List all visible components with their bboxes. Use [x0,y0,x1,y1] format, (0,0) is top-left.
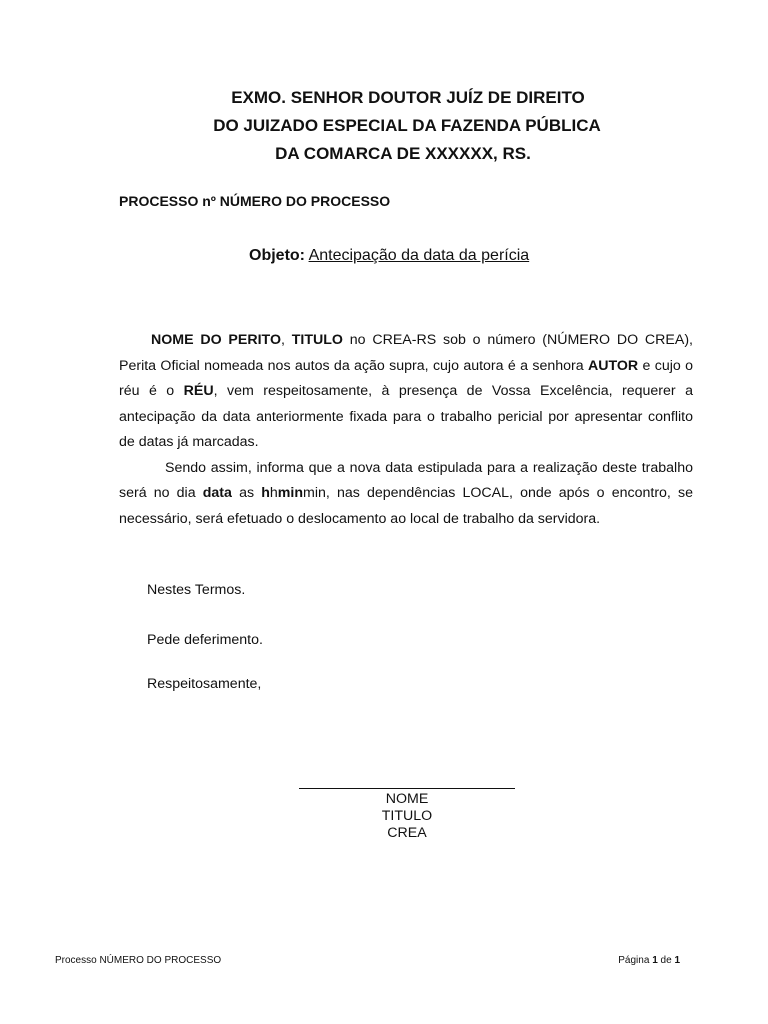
footer-page-current: 1 [652,955,658,966]
signature-line [299,771,515,789]
p2-text-1: Sendo assim, informa que a nova data estipulada para a realização deste trabalho será no dia [119,459,693,501]
process-number: PROCESSO nº NÚMERO DO PROCESSO [119,193,391,209]
perito-name: NOME DO PERITO [151,332,281,348]
signature-title: TITULO [381,808,433,824]
p1-text-1: no CREA-RS sob o número (NÚMERO DO CREA), Perita Oficial nomeada nos autos da ação supra, cujo autora é a senhora [119,332,693,374]
autor-name: AUTOR [587,357,639,374]
closing-deferimento: Pede deferimento. [147,632,263,648]
signature-name: NOME [385,791,429,807]
reu-name: RÉU [183,383,214,399]
p2-text-4: min, nas dependências LOCAL, onde após o encontro, se necessário, será efetuado o deslocamento ao local de trabalho da servidora. [119,485,694,527]
document-header [0,84,768,168]
header-line-2: DO JUIZADO ESPECIAL DA FAZENDA PÚBLICA [213,116,601,135]
header-line-3: DA COMARCA DE XXXXXX, RS. [275,144,531,163]
p2-text-3: h [269,485,278,501]
hour-placeholder: h [261,485,270,501]
footer-page-label: Página [618,955,653,966]
object-line [249,247,529,265]
p1-text-3: , vem respeitosamente, à presença de Vossa Excelência, requerer a antecipação da data anteriormente fixada para o trabalho pericial por apresentar conflito de datas já marcadas. [119,383,693,450]
object-label: Objeto: [249,247,305,264]
minute-placeholder: min [277,485,303,501]
object-value: Antecipação da data da perícia [308,247,530,264]
closing-termos: Nestes Termos. [147,582,246,598]
header-line-1: EXMO. SENHOR DOUTOR JUÍZ DE DIREITO [231,88,585,107]
p1-sep: , [281,332,292,348]
footer-process: Processo NÚMERO DO PROCESSO [55,955,222,966]
body-text [119,328,693,532]
signature-block [299,771,515,842]
footer-page-total: 1 [674,955,680,966]
date-placeholder: data [202,485,232,501]
paragraph-1 [119,328,693,456]
p1-text-2: e cujo o réu é o [119,357,693,399]
signature-crea: CREA [387,825,427,841]
paragraph-2 [119,456,693,533]
perito-title: TITULO [291,332,343,348]
closing-respeitosamente: Respeitosamente, [147,676,262,692]
p2-text-2: as [231,485,262,501]
footer-page-number [618,955,680,966]
footer-page-of: de [657,955,675,966]
